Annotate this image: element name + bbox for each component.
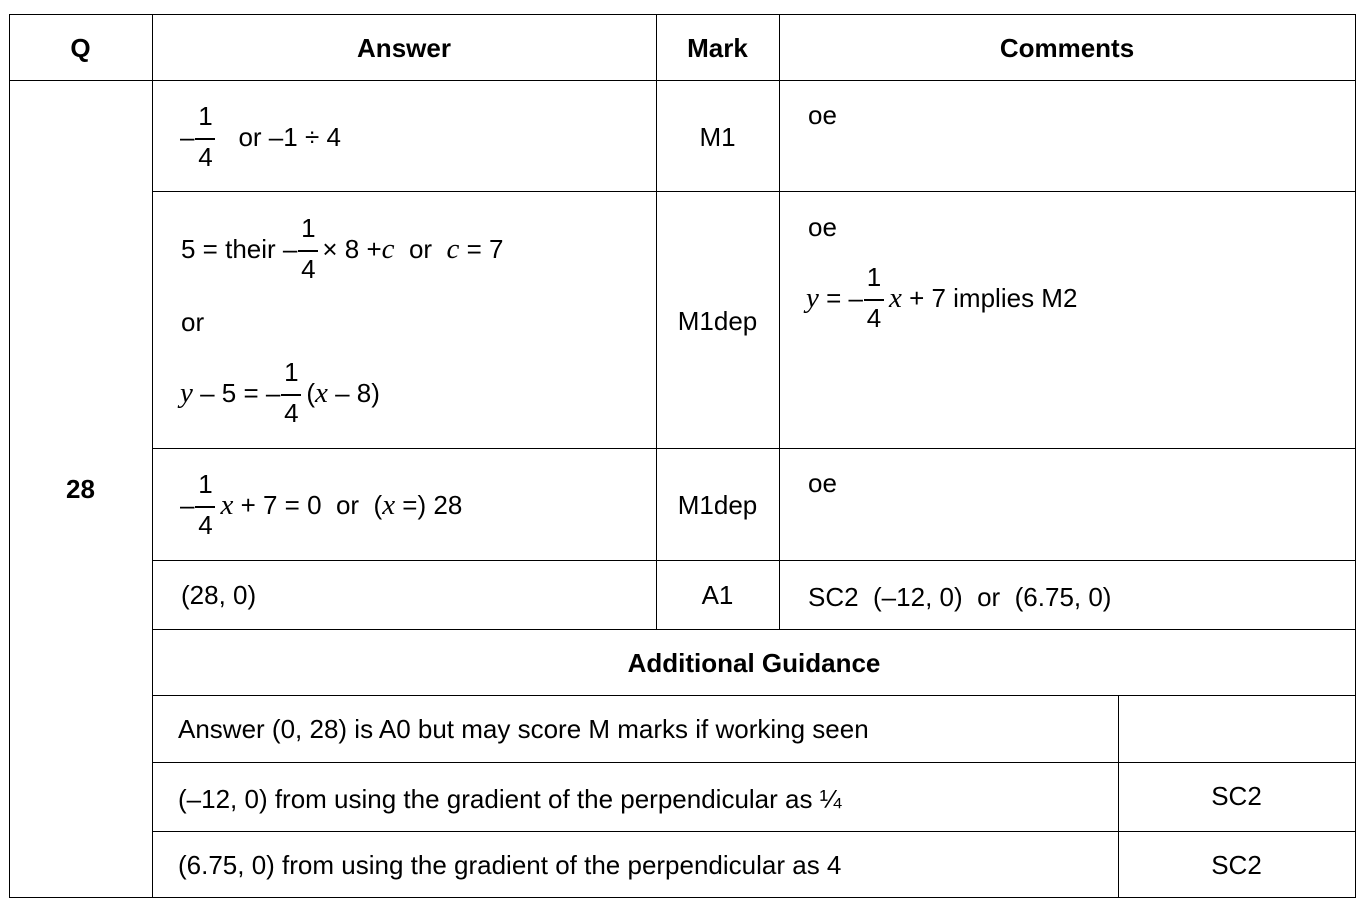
answer-text: or –1 ÷ 4 <box>238 122 341 152</box>
question-number: 28 <box>66 474 95 504</box>
rule-right <box>1355 14 1356 898</box>
guidance-row-3-text: (6.75, 0) from using the gradient of the perpendicular as 4 <box>178 850 842 880</box>
fraction: $\frac{1}{4}$ <box>194 490 216 520</box>
row3-mark: M1dep <box>677 490 758 520</box>
guidance-row-3-mark: SC2 <box>1211 850 1262 880</box>
guidance-row-1-text: Answer (0, 28) is A0 but may score M marks if working seen <box>178 714 869 744</box>
row1-mark: M1 <box>699 122 736 152</box>
row2-answer-line1: 5 = their – $\frac{1}{4}$ × 8 +c or c = 7 <box>181 213 504 284</box>
guidance-row-2-mark: SC2 <box>1211 781 1262 811</box>
row4-answer: (28, 0) <box>181 580 257 610</box>
rule-q <box>152 14 153 898</box>
fraction: $\frac{1}{4}$ <box>297 234 319 264</box>
guidance-title: Additional Guidance <box>627 648 881 678</box>
row1-answer <box>180 101 341 172</box>
row1-comment: oe <box>808 100 837 130</box>
header-q: Q <box>70 33 91 63</box>
rule-left <box>9 14 10 898</box>
fraction: $\frac{1}{4}$ <box>280 378 302 408</box>
rule-row2 <box>152 448 1356 449</box>
rule-row4 <box>152 629 1356 630</box>
row4-comment: SC2 (–12, 0) or (6.75, 0) <box>808 582 1112 612</box>
header-answer: Answer <box>357 33 451 63</box>
row2-answer-line2: y – 5 = – $\frac{1}{4}$ (x – 8) <box>180 357 380 428</box>
header-mark: Mark <box>687 33 748 63</box>
row2-answer-or: or <box>181 307 205 337</box>
row3-answer: – $\frac{1}{4}$ x + 7 = 0 or (x =) 28 <box>180 469 463 540</box>
rule-guidance-title <box>152 695 1356 696</box>
minus-sign: – <box>180 122 195 152</box>
rule-mark <box>779 14 780 630</box>
row2-comment: oe <box>808 212 837 242</box>
row2-mark: M1dep <box>677 306 758 336</box>
rule-row3 <box>152 560 1356 561</box>
rule-bottom <box>9 897 1356 898</box>
rule-header <box>9 80 1356 81</box>
rule-top <box>9 14 1356 15</box>
rule-guidance-2 <box>152 831 1356 832</box>
header-comments: Comments <box>999 33 1135 63</box>
row2-comment-equation: y = – $\frac{1}{4}$ x + 7 implies M2 <box>806 262 1078 333</box>
row4-mark: A1 <box>701 580 734 610</box>
guidance-row-2-text: (–12, 0) from using the gradient of the perpendicular as ¼ <box>178 784 842 814</box>
row3-comment: oe <box>808 468 837 498</box>
rule-row1 <box>152 191 1356 192</box>
fraction: $\frac{1}{4}$ <box>194 122 216 152</box>
rule-guidance-1 <box>152 762 1356 763</box>
fraction: $\frac{1}{4}$ <box>863 283 885 313</box>
